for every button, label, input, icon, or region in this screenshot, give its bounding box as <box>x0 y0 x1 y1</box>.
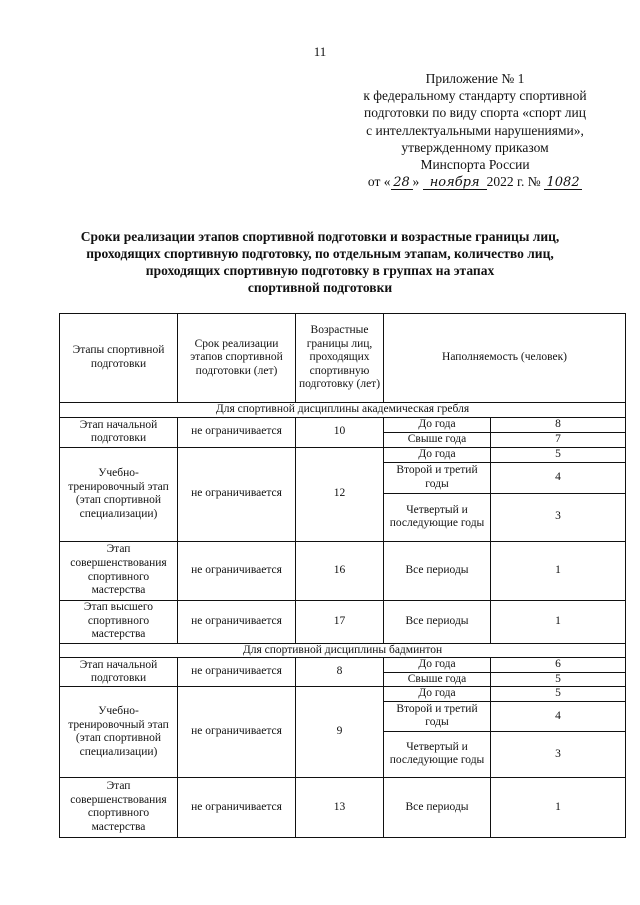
discipline-row <box>60 403 626 418</box>
count-cell: 4 <box>491 462 626 493</box>
period-cell: До года <box>384 417 491 432</box>
appendix-line: утвержденному приказом <box>401 139 549 155</box>
stage-name: Учебно-тренировочный этап (этап спортивной специализации) <box>60 687 178 778</box>
stage-term: не ограничивается <box>178 658 296 687</box>
date-year: 2022 г. № <box>486 174 541 190</box>
date-prefix: от « <box>367 174 391 190</box>
title-line: проходящих спортивную подготовку в группах на этапах <box>145 263 495 278</box>
table-row <box>60 687 626 702</box>
period-cell: Все периоды <box>384 541 491 600</box>
table-row <box>60 541 626 600</box>
title-line: спортивной подготовки <box>247 280 393 295</box>
header-age: Возрастные границы лиц, проходящих спортивную подготовку (лет) <box>296 314 384 403</box>
appendix-line: подготовки по виду спорта «спорт лиц <box>364 105 586 121</box>
count-cell: 1 <box>491 600 626 643</box>
stage-age: 13 <box>296 777 384 837</box>
stage-term: не ограничивается <box>178 600 296 643</box>
count-cell: 4 <box>491 701 626 731</box>
appendix-line: к федеральному стандарту спортивной <box>363 88 587 104</box>
stage-name: Этап совершенствования спортивного мастерства <box>60 777 178 837</box>
stage-name: Учебно-тренировочный этап (этап спортивной специализации) <box>60 447 178 541</box>
table-row <box>60 447 626 462</box>
stage-term: не ограничивается <box>178 417 296 447</box>
document-title <box>40 228 600 296</box>
stage-name: Этап начальной подготовки <box>60 417 178 447</box>
table-row <box>60 600 626 643</box>
period-cell: До года <box>384 687 491 702</box>
stage-term: не ограничивается <box>178 687 296 778</box>
table-row <box>60 658 626 673</box>
page-number: 11 <box>313 44 327 59</box>
table-header-row <box>60 314 626 403</box>
count-cell: 5 <box>491 672 626 687</box>
count-cell: 5 <box>491 447 626 462</box>
stage-age: 8 <box>296 658 384 687</box>
order-number-handwritten: 1082 <box>544 176 582 190</box>
stage-age: 10 <box>296 417 384 447</box>
count-cell: 7 <box>491 432 626 447</box>
order-date-line <box>330 173 620 190</box>
stage-term: не ограничивается <box>178 447 296 541</box>
discipline-heading: Для спортивной дисциплины академическая гребля <box>60 403 626 418</box>
period-cell: Все периоды <box>384 777 491 837</box>
stage-term: не ограничивается <box>178 541 296 600</box>
header-stages: Этапы спортивной подготовки <box>60 314 178 403</box>
appendix-block <box>330 70 620 190</box>
appendix-line: Приложение № 1 <box>425 71 525 86</box>
stage-age: 16 <box>296 541 384 600</box>
table-row <box>60 777 626 837</box>
period-cell: Четвертый и последующие годы <box>384 731 491 777</box>
stage-age: 17 <box>296 600 384 643</box>
period-cell: Второй и третий годы <box>384 701 491 731</box>
date-day-handwritten: 28 <box>391 176 413 190</box>
stage-age: 9 <box>296 687 384 778</box>
header-occupancy: Наполняемость (человек) <box>384 314 626 403</box>
discipline-heading: Для спортивной дисциплины бадминтон <box>60 643 626 658</box>
title-line: проходящих спортивную подготовку, по отдельным этапам, количество лиц, <box>86 246 554 261</box>
count-cell: 5 <box>491 687 626 702</box>
stage-name: Этап начальной подготовки <box>60 658 178 687</box>
appendix-line: с интеллектуальными нарушениями», <box>366 122 584 138</box>
period-cell: Второй и третий годы <box>384 462 491 493</box>
period-cell: До года <box>384 658 491 673</box>
header-term: Срок реализации этапов спортивной подготовки (лет) <box>178 314 296 403</box>
count-cell: 3 <box>491 731 626 777</box>
period-cell: Все периоды <box>384 600 491 643</box>
appendix-line: Минспорта России <box>420 157 530 173</box>
date-month-handwritten: ноября <box>423 176 487 190</box>
period-cell: Свыше года <box>384 672 491 687</box>
period-cell: Свыше года <box>384 432 491 447</box>
stages-table <box>59 313 626 838</box>
period-cell: Четвертый и последующие годы <box>384 493 491 541</box>
count-cell: 3 <box>491 493 626 541</box>
count-cell: 1 <box>491 541 626 600</box>
discipline-row <box>60 643 626 658</box>
count-cell: 6 <box>491 658 626 673</box>
table-row <box>60 417 626 432</box>
date-mid: » <box>412 174 420 190</box>
title-line: Сроки реализации этапов спортивной подготовки и возрастные границы лиц, <box>80 229 560 244</box>
count-cell: 8 <box>491 417 626 432</box>
stage-age: 12 <box>296 447 384 541</box>
stage-name: Этап высшего спортивного мастерства <box>60 600 178 643</box>
count-cell: 1 <box>491 777 626 837</box>
period-cell: До года <box>384 447 491 462</box>
stage-term: не ограничивается <box>178 777 296 837</box>
stage-name: Этап совершенствования спортивного мастерства <box>60 541 178 600</box>
